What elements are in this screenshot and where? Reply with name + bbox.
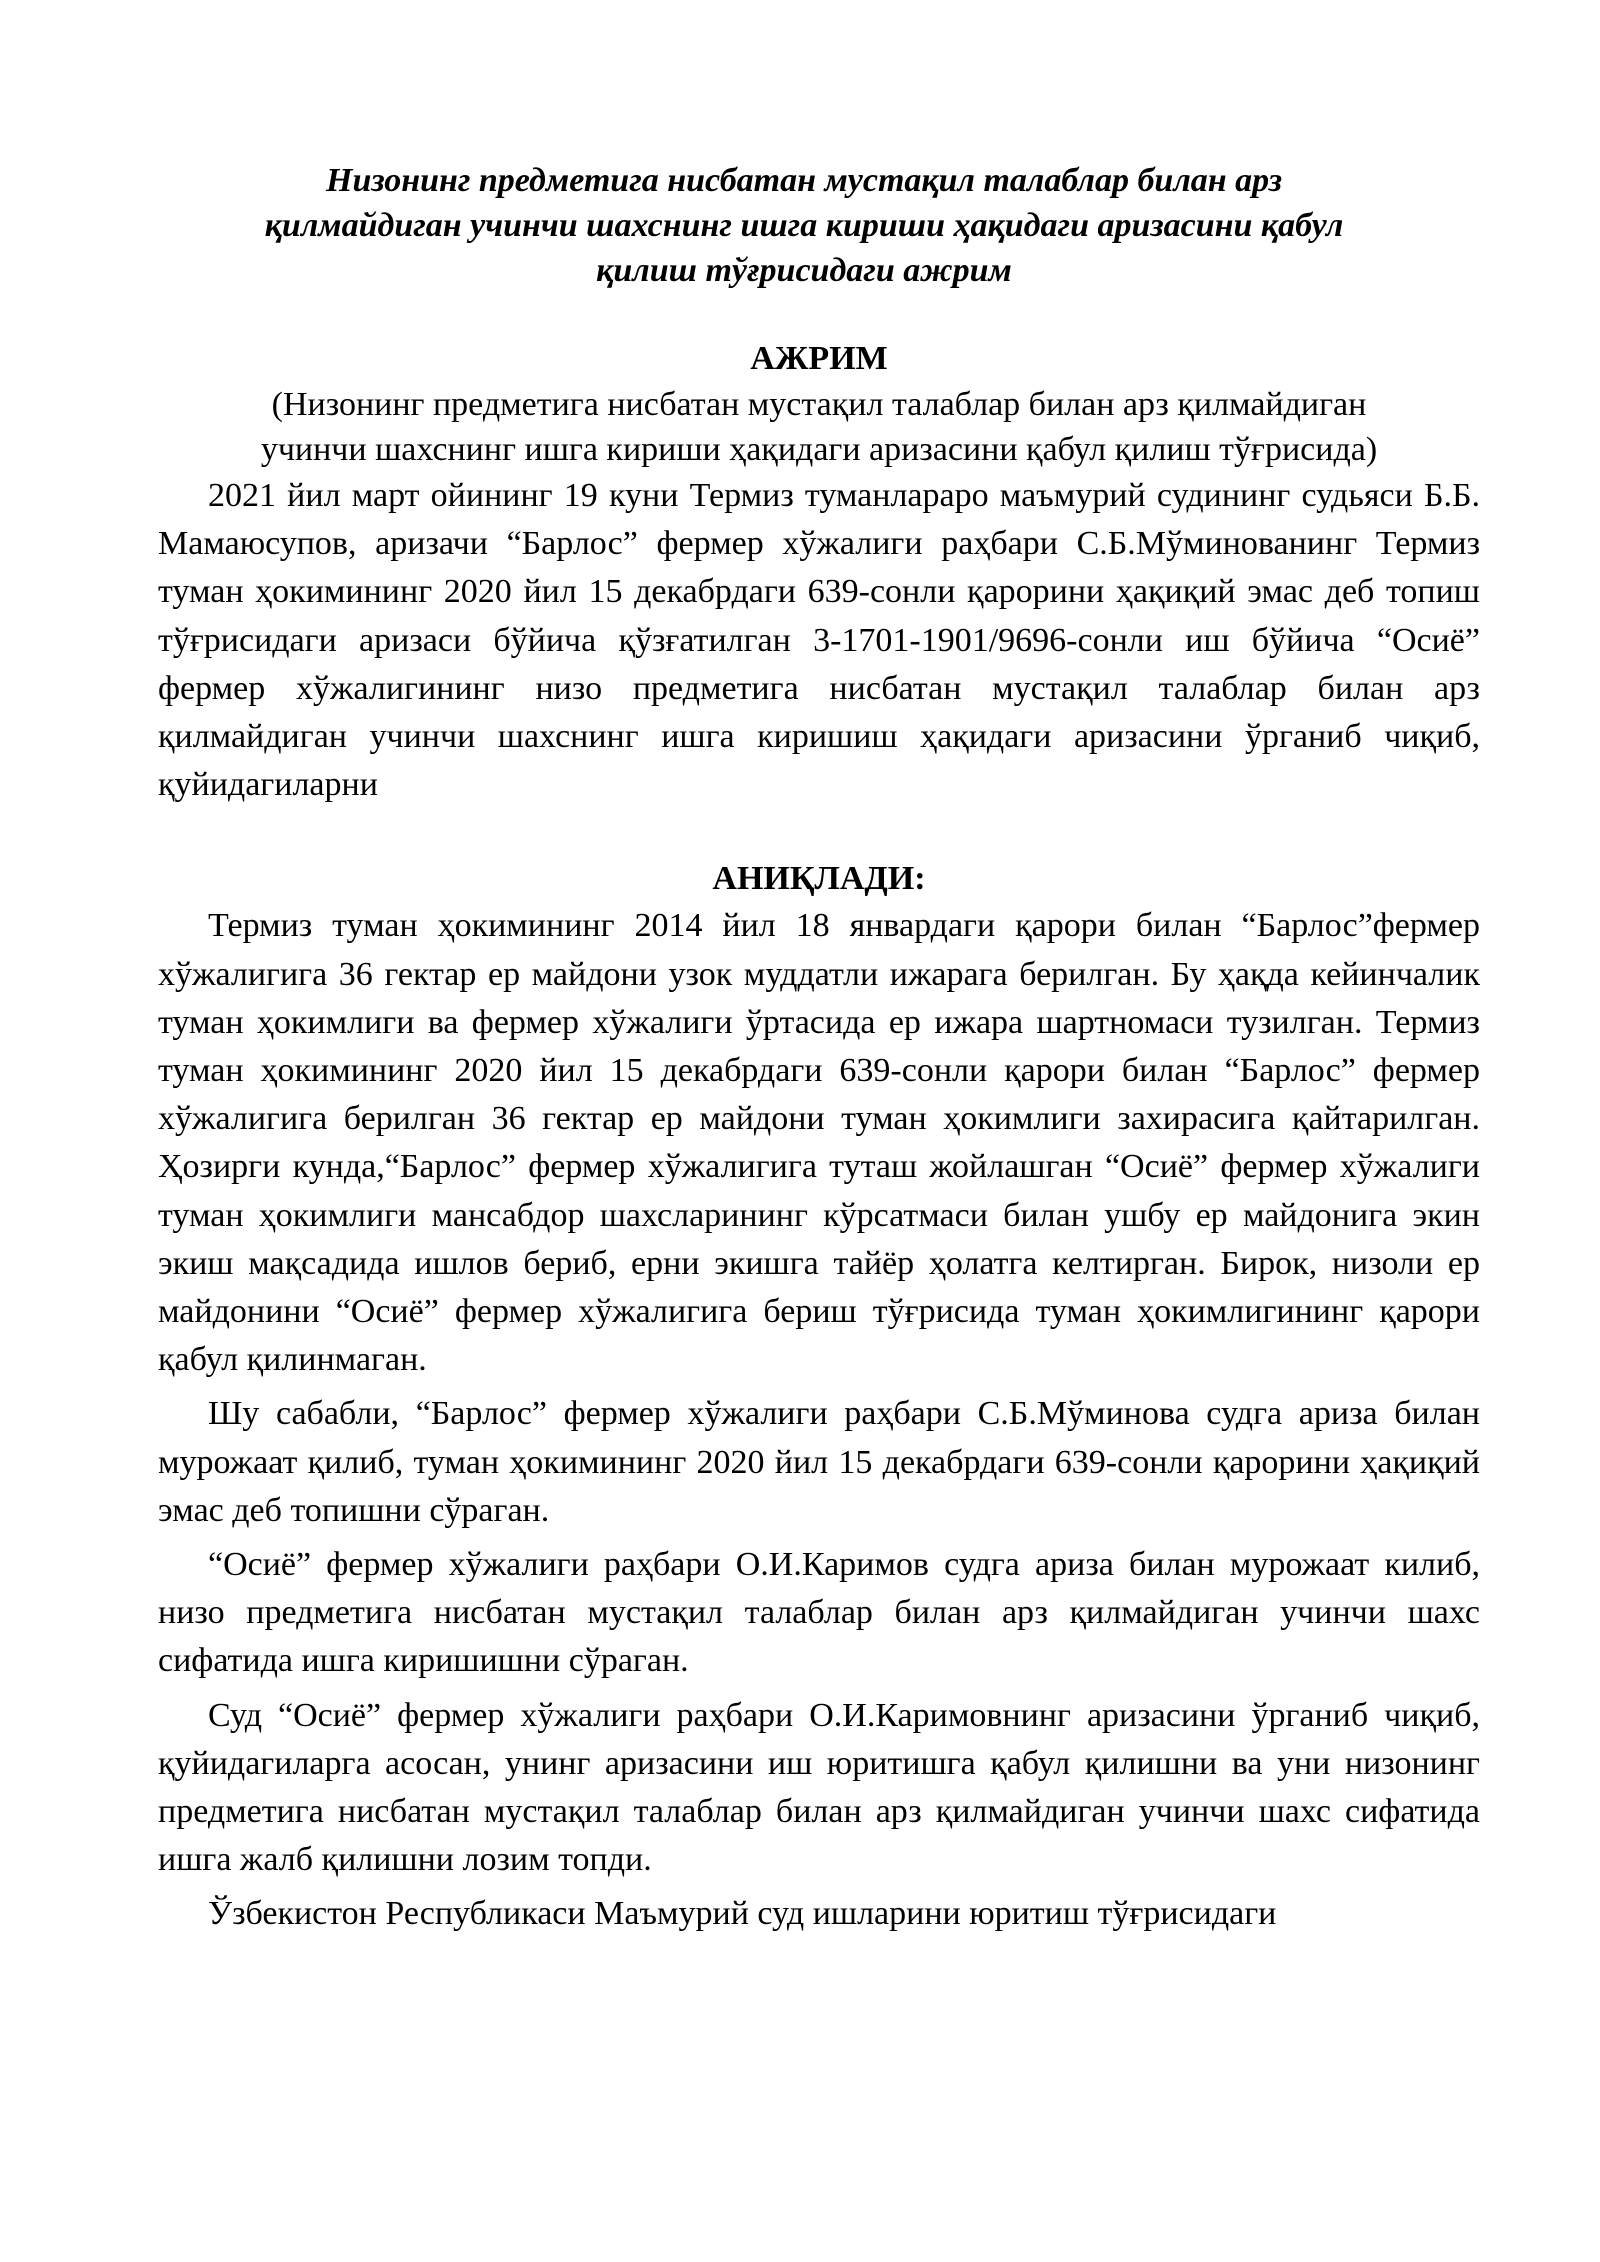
body-paragraph: Шу сабабли, “Барлос” фермер хўжалиги раҳбари С.Б.Мўминова судга ариза билан мурожаат қилиб, туман ҳокимининг 2020 йил 15 декабрдаги 639-сонли қарорини ҳақиқий эмас деб топишни сўраган. [158, 1395, 1480, 1529]
body-paragraph: “Осиё” фермер хўжалиги раҳбари О.И.Каримов судга ариза билан мурожаат килиб, низо предметига нисбатан мустақил талаблар билан арз қилмайдиган учинчи шахс сифатида ишга киришишни сўраган. [158, 1546, 1480, 1680]
body-paragraph: Суд “Осиё” фермер хўжалиги раҳбари О.И.Каримовнинг аризасини ўрганиб чиқиб, қуйидагиларга асосан, унинг аризасини иш юритишга қабул қилишни ва уни низонинг предметига нисбатан мустақил талаблар билан арз қилмайдиган учинчи шахс сифатида ишга жалб қилишни лозим топди. [158, 1696, 1480, 1879]
decision-subheading [158, 382, 1480, 472]
decision-subheading-line: (Низонинг предметига нисбатан мустақил талаблар билан арз қилмайдиган [271, 386, 1367, 423]
document-title-line: Низонинг предметига нисбатан мустақил талаблар билан арз [326, 162, 1282, 199]
decision-heading: АЖРИМ [750, 340, 888, 377]
document-title-line: қилмайдиган учинчи шахснинг ишга кириши ҳақидаги аризасини қабул [264, 207, 1344, 244]
document-title-line: қилиш тўғрисидаги ажрим [596, 252, 1012, 289]
body-paragraph: Термиз туман ҳокимининг 2014 йил 18 январдаги қарори билан “Барлос”фермер хўжалигига 36 гектар ер майдони узок муддатли ижарага берилган. Бу ҳақда кейинчалик туман ҳокимлиги ва фермер хўжалиги ўртасида ер ижара шартномаси тузилган. Термиз туман ҳокимининг 2020 йил 15 декабрдаги 639-сонли қарори билан “Барлос” фермер хўжалигига берилган 36 гектар ер майдони туман ҳокимлиги захирасига қайтарилган. Ҳозирги кунда,“Барлос” фермер хўжалигига туташ жойлашган “Осиё” фермер хўжалиги туман ҳокимлиги мансабдор шахсларининг кўрсатмаси билан ушбу ер майдонига экин экиш мақсадида ишлов бериб, ерни экишга тайёр ҳолатга келтирган. Бирок, низоли ер майдонини “Осиё” фермер хўжалигига бериш тўғрисида туман ҳокимлигининг қарори қабул қилинмаган. [158, 907, 1480, 1379]
determines-heading: АНИҚЛАДИ: [712, 860, 926, 898]
body-paragraph: Ўзбекистон Республикаси Маъмурий суд ишларини юритиш тўғрисидаги [208, 1895, 1277, 1933]
intro-paragraph: 2021 йил март ойининг 19 куни Термиз туманлараро маъмурий судининг судьяси Б.Б. Мамаюсупов, аризачи “Барлос” фермер хўжалиги раҳбари С.Б.Мўминованинг Термиз туман ҳокимининг 2020 йил 15 декабрдаги 639-сонли қарорини ҳақиқий эмас деб топиш тўғрисидаги аризаси бўйича қўзғатилган 3-1701-1901/9696-сонли иш бўйича “Осиё” фермер хўжалигининг низо предметига нисбатан мустақил талаблар билан арз қилмайдиган учинчи шахснинг ишга киришиш ҳақидаги аризасини ўрганиб чиқиб, қуйидагиларни [158, 477, 1480, 804]
body-paragraphs [158, 902, 1480, 1938]
decision-subheading-line: учинчи шахснинг ишга кириши ҳақидаги аризасини қабул қилиш тўғрисида) [260, 431, 1378, 468]
document-title [158, 158, 1480, 293]
